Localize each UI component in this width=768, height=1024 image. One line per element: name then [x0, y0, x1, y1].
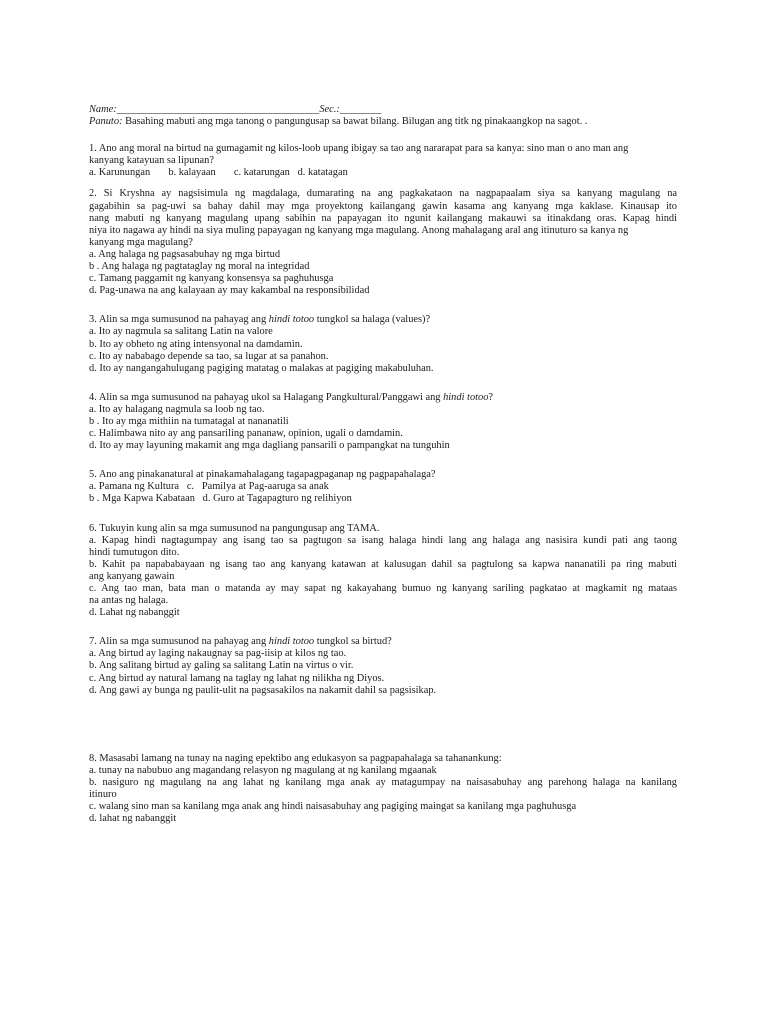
name-label: Name: — [89, 104, 117, 115]
question-7 — [89, 636, 677, 696]
q7-stem-post: tungkol sa birtud? — [314, 636, 392, 648]
question-4 — [89, 392, 677, 452]
q7-stem-emphasis: hindi totoo — [268, 636, 315, 648]
q6-option-c-line-2: na antas ng halaga. — [89, 595, 169, 607]
question-1 — [89, 143, 677, 179]
q3-option-d: d. Ito ay nangangahulugang pagiging matatag o malakas at pagiging makabuluhan. — [89, 362, 434, 374]
q1-choices: a. Karunungan b. kalayaan c. katarungan d. katatagan — [89, 167, 348, 179]
q1-line-1: 1. Ano ang moral na birtud na gumagamit ng kilos-loob upang ibigay sa tao ang nararapat para sa kanya: sino man o ano man ang — [89, 143, 629, 155]
q3-option-c: c. Ito ay nababago depende sa tao, sa lugar at sa panahon. — [89, 350, 329, 362]
q6-option-d: d. Lahat ng nabanggit — [89, 607, 180, 619]
question-5 — [89, 469, 677, 505]
q3-option-b: b. Ito ay obheto ng ating intensyonal na damdamin. — [89, 338, 303, 350]
q7-stem — [89, 636, 677, 648]
question-6 — [89, 523, 677, 620]
q7-option-d: d. Ang gawi ay bunga ng paulit-ulit na pagsasakilos na nakamit dahil sa pagsisikap. — [89, 684, 437, 696]
worksheet — [89, 104, 677, 825]
q8-option-b-line-2: itinuro — [89, 789, 117, 801]
q3-stem-pre: 3. Alin sa mga sumusunod na pahayag ang — [89, 314, 269, 326]
q2-option-b: b . Ang halaga ng pagtataglay ng moral na integridad — [89, 261, 310, 273]
q5-choices-row-2: b . Mga Kapwa Kabataan d. Guro at Tagapagturo ng relihiyon — [89, 493, 352, 505]
q3-stem-post: tungkol sa halaga (values)? — [314, 314, 431, 326]
name-blank: _______________________________________ — [116, 104, 320, 115]
q6-option-c-line-1: c. Ang tao man, bata man o matanda ay may sapat ng kakayahang bumuo ng kanyang sariling pagkatao at magkamit ng mataas — [89, 583, 677, 594]
q6-option-a-line-1: a. Kapag hindi nagtagumpay ang isang tao sa pagtugon sa isang halaga hindi lang ang halaga ang nasisira kundi pati ang taong — [89, 534, 677, 546]
panuto-text: Basahing mabuti ang mga tanong o pangungusap sa bawat bilang. Bilugan ang titk ng pinakaangkop na sagot. . — [122, 116, 588, 128]
q3-stem — [89, 314, 677, 326]
q6-option-a-line-2: hindi tumutugon dito. — [89, 546, 180, 558]
question-2 — [89, 188, 677, 297]
q2-option-a: a. Ang halaga ng pagsasabuhay ng mga birtud — [89, 248, 281, 260]
q7-option-b: b. Ang salitang birtud ay galing sa salitang Latin na virtus o vir. — [89, 660, 354, 672]
q4-option-a: a. Ito ay halagang nagmula sa loob ng tao. — [89, 403, 265, 415]
q7-option-a: a. Ang birtud ay laging nakaugnay sa pag-iisip at kilos ng tao. — [89, 648, 347, 660]
q6-option-b-line-1: b. Kahit pa napababayaan ng isang tao ang kanyang katawan at kalusugan dahil sa pagtulong sa kapwa nananatili pa ring mabuti — [89, 558, 677, 570]
q4-stem-emphasis: hindi totoo — [443, 391, 489, 403]
q3-stem-emphasis: hindi totoo — [268, 314, 315, 326]
q2-line-1: 2. Si Kryshna ay nagsisimula ng magdalaga, dumarating na ang pagkakataon na nagpapaalam siya sa kanyang magulang na — [89, 188, 677, 200]
q7-stem-pre: 7. Alin sa mga sumusunod na pahayag ang — [89, 636, 269, 648]
sec-blank: ________ — [339, 104, 382, 115]
name-line — [89, 104, 677, 116]
q8-option-b-line-1: b. nasiguro ng magulang na ang lahat ng kanilang mga anak ay matagumpay na naisasabuhay ang parehong halaga na kanilang — [89, 776, 677, 788]
question-3 — [89, 314, 677, 374]
q2-line-2: gagabihin sa pag-uwi sa bahay dahil may mga proyektong kailangang gawin kasama ang kanyang mga kaklase. Kinausap ito — [89, 200, 677, 212]
q2-option-c: c. Tamang paggamit ng kanyang konsensya sa paghuhusga — [89, 273, 334, 285]
panuto-label: Panuto: — [89, 116, 123, 128]
q2-line-5: kanyang mga magulang? — [89, 236, 193, 248]
q6-stem: 6. Tukuyin kung alin sa mga sumusunod na pangungusap ang TAMA. — [89, 522, 380, 534]
q2-line-4: niya ito nagawa ay hindi na siya muling papayagan ng kanyang mga magulang. Anong mahalagang aral ang itinuturo sa kanya ng — [89, 224, 629, 236]
q1-line-2: kanyang katayuan sa lipunan? — [89, 155, 214, 167]
q8-option-a: a. tunay na nabubuo ang magandang relasyon ng magulang at ng kanilang mgaanak — [89, 764, 437, 776]
sec-label: Sec.: — [319, 104, 340, 115]
q6-option-b-line-2: ang kanyang gawain — [89, 570, 175, 582]
q7-option-c: c. Ang birtud ay natural lamang na taglay ng lahat ng nilikha ng Diyos. — [89, 672, 385, 684]
q8-option-d: d. lahat ng nabanggit — [89, 813, 177, 825]
q4-stem-pre: 4. Alin sa mga sumusunod na pahayag ukol sa Halagang Pangkultural/Panggawi ang — [89, 391, 444, 403]
q4-option-c: c. Halimbawa nito ay ang pansariling pananaw, opinion, ugali o damdamin. — [89, 428, 403, 440]
q5-choices-row-1: a. Pamana ng Kultura c. Pamilya at Pag-aaruga sa anak — [89, 481, 329, 493]
q2-option-d: d. Pag-unawa na ang kalayaan ay may kakambal na responsibilidad — [89, 285, 370, 297]
q4-stem-post: ? — [488, 391, 494, 403]
q4-option-d: d. Ito ay may layuning makamit ang mga dagliang pansarili o pampangkat na tunguhin — [89, 440, 450, 452]
q4-option-b: b . Ito ay mga mithiin na tumatagal at nananatili — [89, 415, 289, 427]
q8-option-c: c. walang sino man sa kanilang mga anak ang hindi naisasabuhay ang pagiging maingat sa kanilang mga paghuhusga — [89, 801, 577, 813]
q8-stem: 8. Masasabi lamang na tunay na naging epektibo ang edukasyon sa pagpapahalaga sa tahanankung: — [89, 752, 502, 764]
q3-option-a: a. Ito ay nagmula sa salitang Latin na valore — [89, 326, 273, 338]
q4-stem — [89, 392, 677, 404]
q5-stem: 5. Ano ang pinakanatural at pinakamahalagang tagapagpaganap ng pagpapahalaga? — [89, 469, 436, 481]
instructions — [89, 116, 677, 128]
question-8 — [89, 753, 677, 826]
q2-line-3: nang mabuti ng kanyang magulang upang sabihin na papayagan ito ngunit kailangang makauwi sa itinakdang oras. Kapag hindi — [89, 212, 677, 224]
